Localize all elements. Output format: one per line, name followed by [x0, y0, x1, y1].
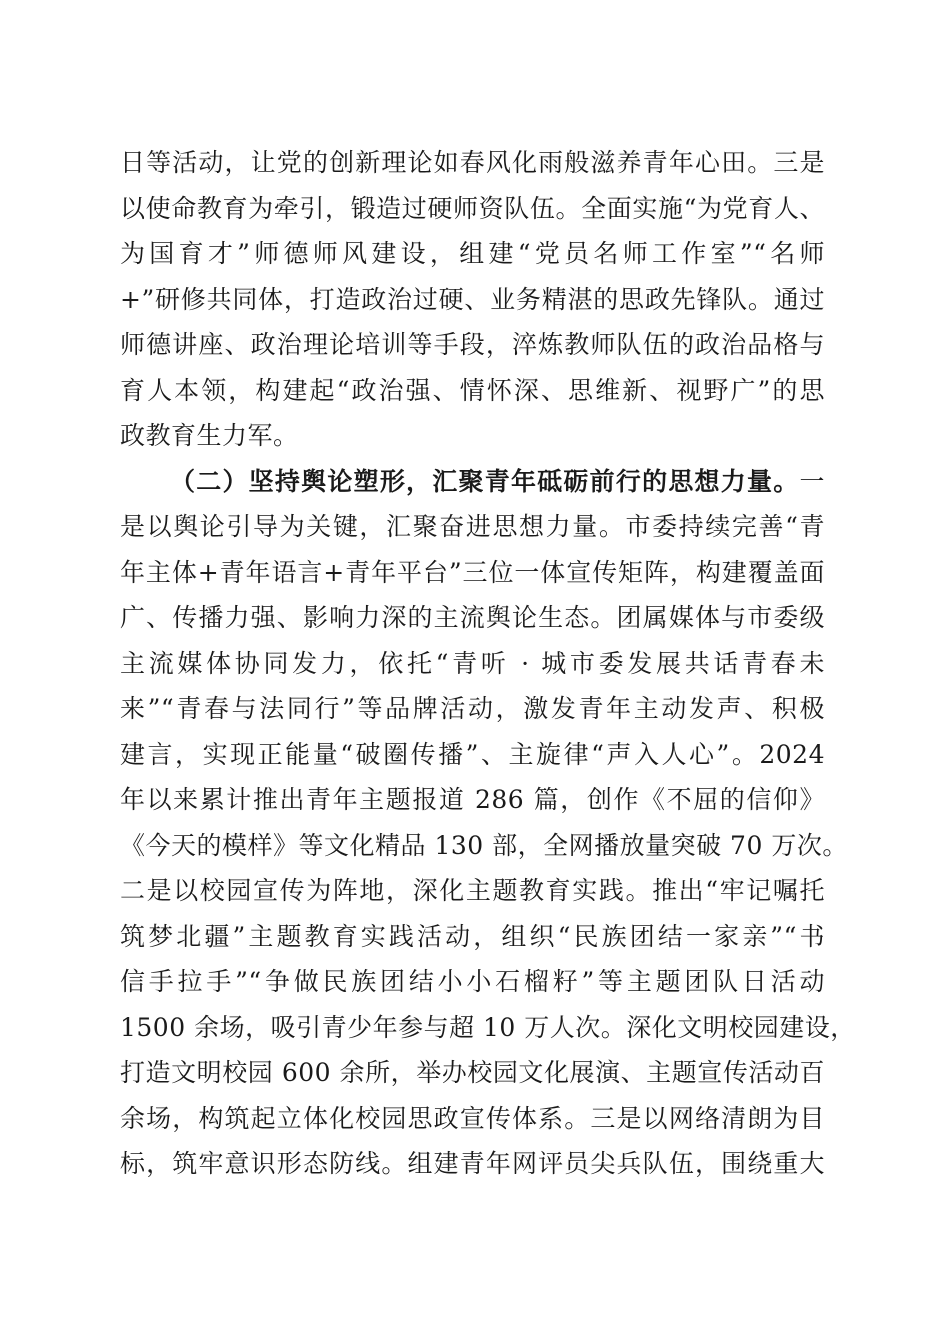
text-line-5: 师德讲座、政治理论培训等手段，淬炼教师队伍的政治品格与	[120, 330, 825, 359]
section-heading-line	[120, 459, 825, 505]
text-line-13: 来”“青春与法同行”等品牌活动，激发青年主动发声、积极	[120, 694, 825, 723]
section-heading: （二）坚持舆论塑形，汇聚青年砥砺前行的思想力量。	[170, 466, 800, 496]
text-line-22: 余场，构筑起立体化校园思政宣传体系。三是以网络清朗为目	[120, 1103, 825, 1133]
text-line-7: 政教育生力军。	[120, 421, 299, 450]
text-line-20: 1500 余场，吸引青少年参与超 10 万人次。深化文明校园建设，	[120, 1012, 856, 1042]
text-line-23: 标，筑牢意识形态防线。组建青年网评员尖兵队伍，围绕重大	[120, 1149, 825, 1178]
text-line-11: 广、传播力强、影响力深的主流舆论生态。团属媒体与市委级	[120, 603, 825, 632]
text-line-6: 育人本领，构建起“政治强、情怀深、思维新、视野广”的思	[120, 375, 825, 405]
text-line-14: 建言，实现正能量“破圈传播”、主旋律“声入人心”。2024	[120, 739, 825, 769]
text-line-12: 主流媒体协同发力，依托“青听 · 城市委发展共话青春未	[120, 648, 825, 678]
text-line-2: 以使命教育为牵引，锻造过硬师资队伍。全面实施“为党育人、	[120, 193, 825, 223]
text-line-15: 年以来累计推出青年主题报道 286 篇，创作《不屈的信仰》	[120, 785, 825, 814]
text-line-9: 是以舆论引导为关键，汇聚奋进思想力量。市委持续完善“青	[120, 512, 825, 541]
text-line-19: 信手拉手”“争做民族团结小小石榴籽”等主题团队日活动	[120, 967, 825, 996]
text-line-3: 为国育才”师德师风建设，组建“党员名师工作室”“名师	[120, 239, 825, 268]
text-line-10: 年主体+青年语言+青年平台”三位一体宣传矩阵，构建覆盖面	[120, 557, 825, 587]
section-heading-tail: 一	[799, 466, 825, 496]
text-line-21: 打造文明校园 600 余所，举办校园文化展演、主题宣传活动百	[120, 1058, 825, 1087]
text-line-16: 《今天的模样》等文化精品 130 部，全网播放量突破 70 万次。	[120, 830, 848, 860]
text-line-18: 筑梦北疆”主题教育实践活动，组织“民族团结一家亲”“书	[120, 921, 825, 951]
text-line-1: 日等活动，让党的创新理论如春风化雨般滋养青年心田。三是	[120, 148, 825, 177]
text-line-17: 二是以校园宣传为阵地，深化主题教育实践。推出“牢记嘱托	[120, 876, 825, 905]
body-text	[120, 140, 856, 1187]
text-line-4: +”研修共同体，打造政治过硬、业务精湛的思政先锋队。通过	[120, 284, 825, 314]
